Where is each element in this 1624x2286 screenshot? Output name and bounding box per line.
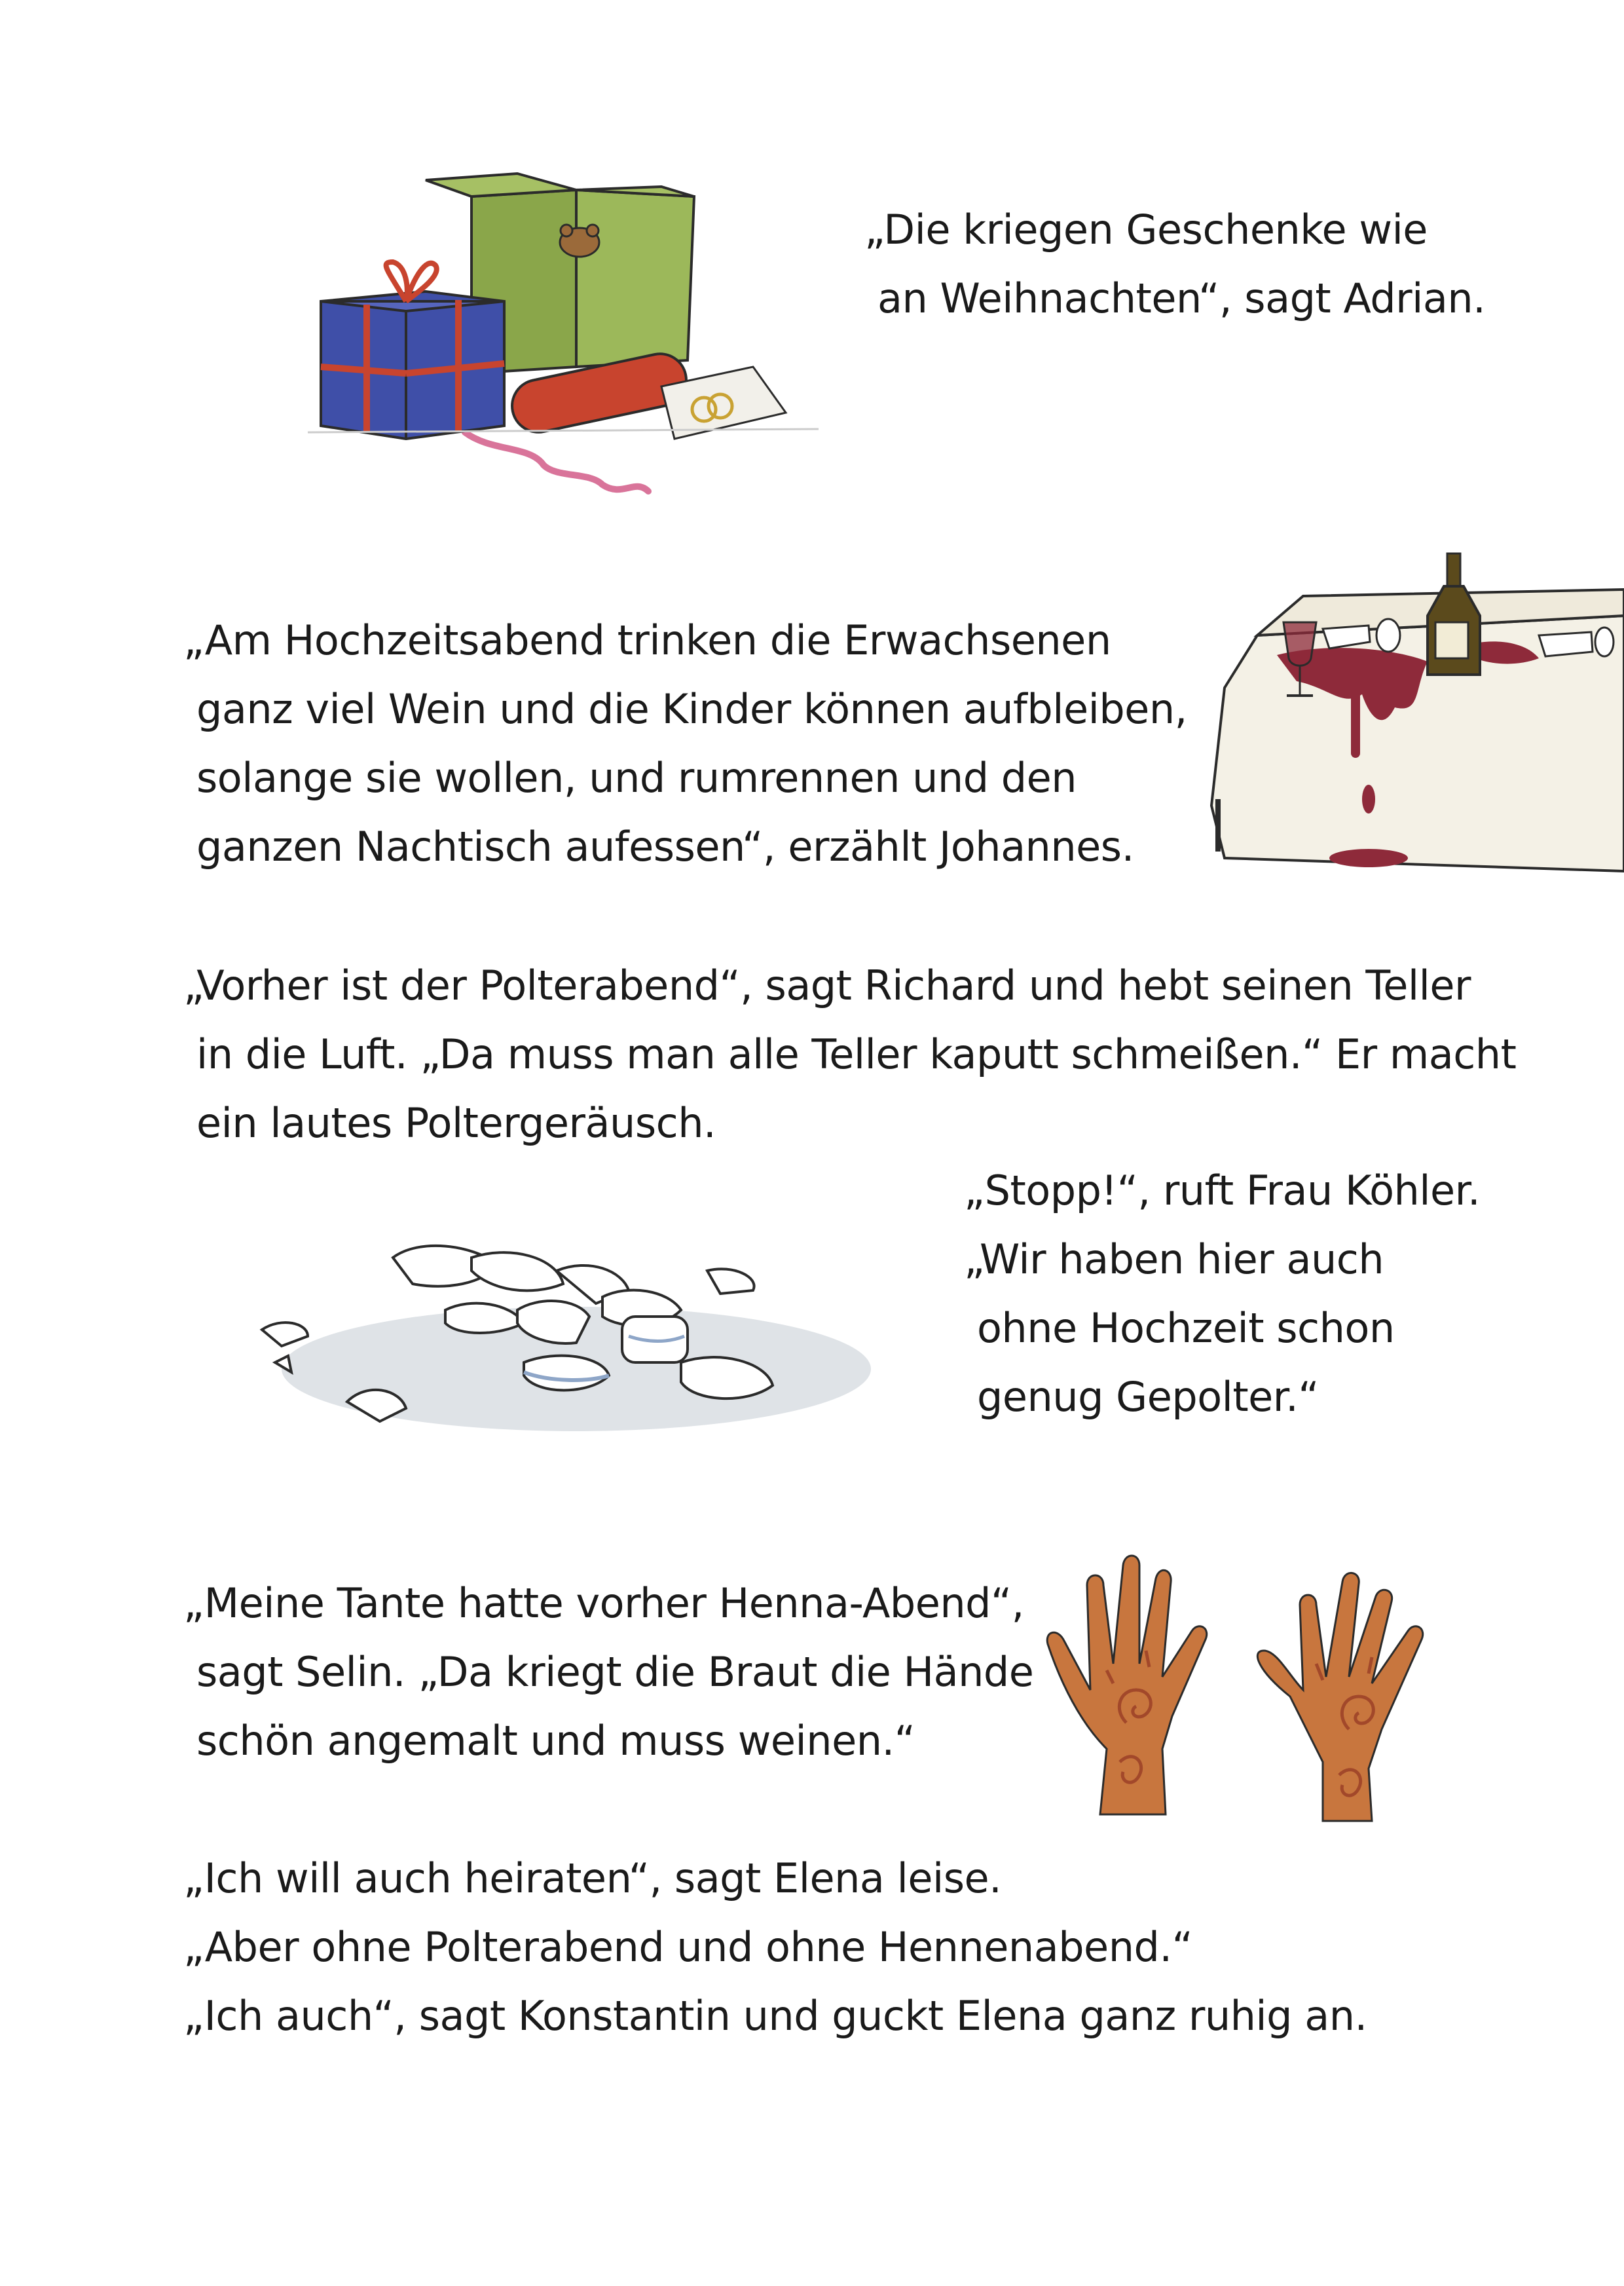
quote-selin — [183, 1569, 1033, 1775]
text-line: „Meine Tante hatte vorher Henna-Abend“, — [183, 1579, 1024, 1627]
text-line: genug Gepolter.“ — [977, 1373, 1319, 1421]
quote-koehler — [964, 1156, 1480, 1431]
gifts-illustration — [295, 170, 832, 511]
text-line: „Wir haben hier auch — [964, 1235, 1384, 1283]
text-line: schön angemalt und muss weinen.“ — [196, 1717, 915, 1765]
text-line: sagt Selin. „Da kriegt die Braut die Hände — [196, 1648, 1034, 1696]
quote-johannes — [183, 606, 1187, 881]
text-line: an Weihnachten“, sagt Adrian. — [877, 274, 1486, 322]
text-line: ganz viel Wein und die Kinder können aufbleiben, — [196, 685, 1187, 733]
quote-adrian — [864, 195, 1485, 333]
text-line: „Vorher ist der Polterabend“, sagt Richard und hebt seinen Teller — [183, 962, 1471, 1009]
text-line: „Am Hochzeitsabend trinken die Erwachsenen — [183, 616, 1111, 664]
broken-plates-illustration — [249, 1231, 877, 1441]
closing-dialogue — [183, 1844, 1367, 2050]
text-line: „Ich auch“, sagt Konstantin und guckt Elena ganz ruhig an. — [183, 1992, 1367, 2040]
text-line: in die Luft. „Da muss man alle Teller kaputt schmeißen.“ Er macht — [196, 1030, 1517, 1078]
text-line: „Stopp!“, ruft Frau Köhler. — [964, 1167, 1481, 1214]
text-line: „Die kriegen Geschenke wie — [864, 206, 1428, 253]
quote-richard — [183, 951, 1516, 1157]
text-line: „Aber ohne Polterabend und ohne Hennenabend.“ — [183, 1923, 1193, 1971]
wine-table-illustration — [1198, 544, 1624, 884]
henna-hands-illustration — [1041, 1552, 1460, 1827]
text-line: ohne Hochzeit schon — [977, 1304, 1395, 1352]
text-line: solange sie wollen, und rumrennen und den — [196, 754, 1077, 802]
text-line: „Ich will auch heiraten“, sagt Elena leise. — [183, 1854, 1002, 1902]
text-line: ganzen Nachtisch aufessen“, erzählt Johannes. — [196, 823, 1134, 871]
text-line: ein lautes Poltergeräusch. — [196, 1099, 716, 1147]
